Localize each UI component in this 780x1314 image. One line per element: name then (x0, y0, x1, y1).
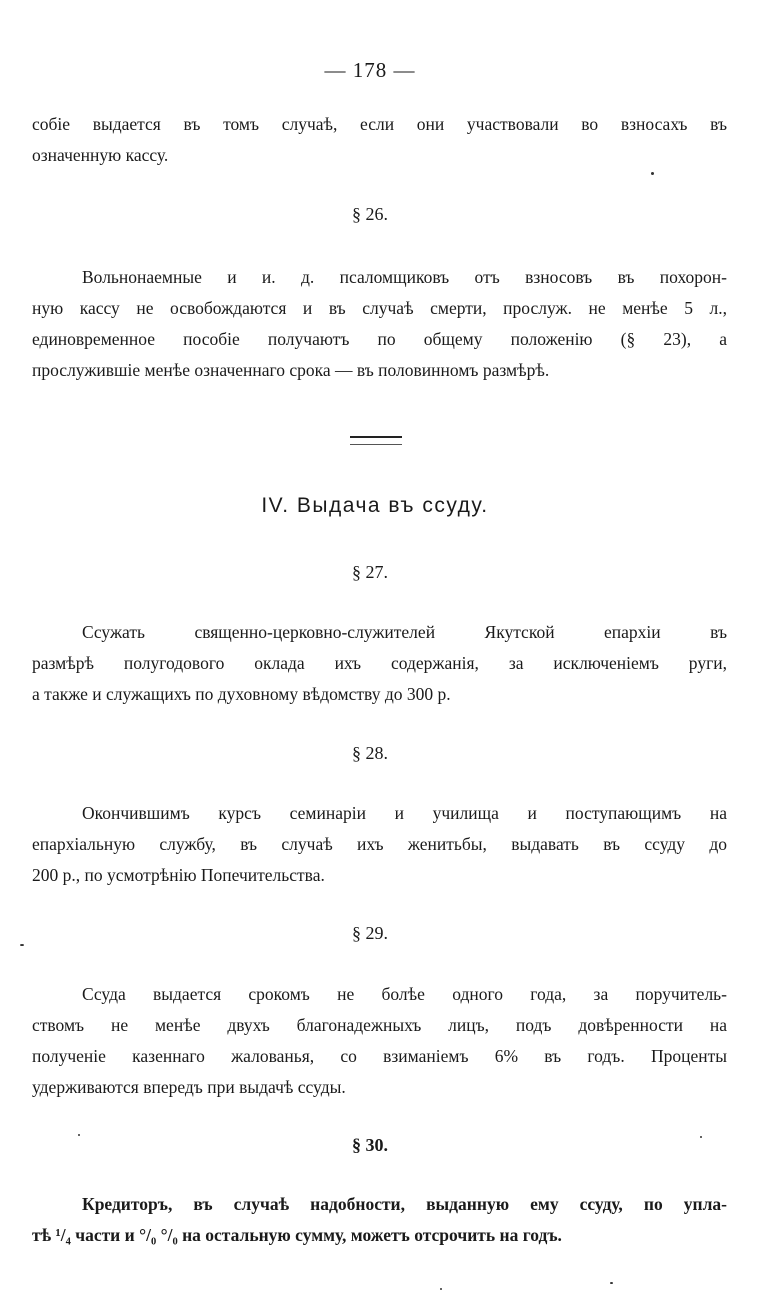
paragraph-line: единовременное пособіе получаютъ по общему положенію (§ 23), а (32, 329, 727, 349)
paragraph-line: полученіе казеннаго жалованья, со взиманіемъ 6% въ годъ. Проценты (32, 1046, 727, 1066)
intro-paragraph (32, 109, 727, 171)
paragraph-line: размѣрѣ полугодового оклада ихъ содержанія, за исключеніемъ руги, (32, 653, 727, 673)
section-26-paragraph (32, 262, 727, 386)
paragraph-line: Окончившимъ курсъ семинаріи и училища и поступающимъ на (82, 803, 727, 823)
section-heading-29: § 29. (352, 923, 388, 943)
scan-speck (440, 1288, 442, 1290)
page-number: — 178 — (324, 58, 416, 82)
section-27-paragraph (32, 617, 727, 710)
paragraph-line: означенную кассу. (32, 145, 169, 165)
paragraph-line: епархіальную службу, въ случаѣ ихъ женитьбы, выдавать въ ссуду до (32, 834, 727, 854)
paragraph-line: ствомъ не менѣе двухъ благонадежныхъ лицъ, подъ довѣренности на (32, 1015, 727, 1035)
section-30-paragraph (32, 1189, 727, 1251)
scan-speck (20, 944, 24, 946)
paragraph-line: тѣ ¹/₄ части и °/₀ °/₀ на остальную сумму, можетъ отсрочить на годъ. (32, 1225, 562, 1245)
paragraph-line: а также и служащихъ по духовному вѣдомству до 300 р. (32, 684, 451, 704)
section-28-paragraph (32, 798, 727, 891)
scan-speck (610, 1282, 613, 1284)
paragraph-line: собіе выдается въ томъ случаѣ, если они участвовали во взносахъ въ (32, 114, 727, 134)
paragraph-line: Кредиторъ, въ случаѣ надобности, выданную ему ссуду, по упла- (82, 1194, 727, 1214)
scan-speck (78, 1134, 80, 1136)
section-heading-27: § 27. (352, 562, 388, 582)
scan-speck (651, 172, 654, 175)
paragraph-line: прослужившіе менѣе означеннаго срока — въ половинномъ размѣрѣ. (32, 360, 550, 380)
section-divider (350, 436, 402, 445)
section-heading-30: § 30. (352, 1135, 388, 1155)
paragraph-line: ную кассу не освобождаются и въ случаѣ смерти, прослуж. не менѣе 5 л., (32, 298, 727, 318)
paragraph-line: Вольнонаемные и и. д. псаломщиковъ отъ взносовъ въ похорон- (82, 267, 727, 287)
scan-speck (700, 1136, 702, 1138)
paragraph-line: Ссужать священно-церковно-служителей Якутской епархіи въ (82, 622, 727, 642)
section-29-paragraph (32, 979, 727, 1103)
chapter-title: IV. Выдача въ ссуду. (261, 494, 489, 517)
section-heading-28: § 28. (352, 743, 388, 763)
paragraph-line: удерживаются впередъ при выдачѣ ссуды. (32, 1077, 346, 1097)
paragraph-line: 200 р., по усмотрѣнію Попечительства. (32, 865, 325, 885)
paragraph-line: Ссуда выдается срокомъ не болѣе одного года, за поручитель- (82, 984, 727, 1004)
section-heading-26: § 26. (352, 204, 388, 224)
